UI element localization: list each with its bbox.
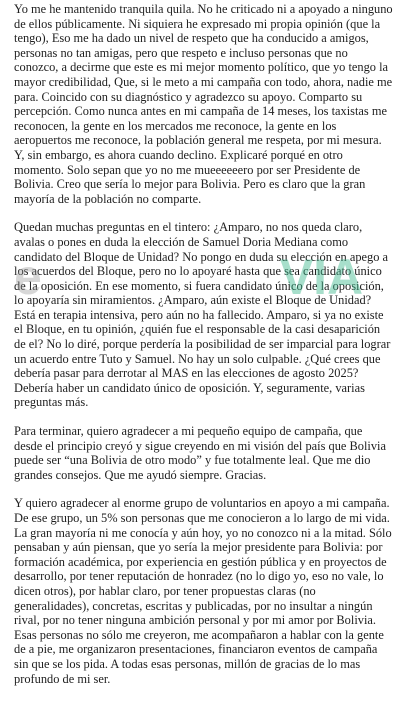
paragraph-4: Y quiero agradecer al enorme grupo de voluntarios en apoyo a mi campaña. De ese grupo, un 5% son personas que me conocieron a lo largo de mi vida. La gran mayoría ni me conocía y aún hoy, yo no conozco ni a la mitad. Sólo pensaban y aún piensan, que yo sería la mejor presidente para Bolivia: por formación académica, por experiencia en gestión pública y en proyectos de desarrollo, por tener reputación de honradez (no lo digo yo, eso no vale, lo dicen otros), por hablar claro, por tener propuestas claras (no generalidades), concretas, escritas y publicadas, por no insultar a ningún rival, por no tener ninguna ambición personal y por mi amor por Bolivia. Esas personas no sólo me creyeron, me acompañaron a hablar con la gente de a pie, me organizaron presentaciones, financiaron eventos de campaña sin que se los pida. A todas esas personas, millón de gracias de lo mas profundo de mi ser. — [14, 496, 392, 686]
paragraph-1: Yo me he mantenido tranquila quila. No he criticado ni a apoyado a ninguno de ellos públicamente. Ni siquiera he expresado mi propia opinión (que la tengo), Eso me ha dado un nivel de respeto que ha conducido a amigos, personas no tan amigas, pero que respeto e incluso personas que no conozco, a decirme que este es mi mejor momento político, que yo tengo la mayor credibilidad, Que, si le meto a mi campaña con todo, ahora, nadie me para. Coincido con su diagnóstico y agradezco su apoyo. Comparto su percepción. Como nunca antes en mi campaña de 14 meses, los taxistas me reconocen, la gente en los mercados me reconoce, la gente en los aeropuertos me reconoce, la población general me respeta, por mi mesura. Y, sin embargo, es ahora cuando declino. Explicaré porqué en otro momento. Solo sepan que yo no me mueeeeeero por ser Presidente de Bolivia. Creo que sería lo mejor para Bolivia. Pero es claro que la gran mayoría de la población no comparte. — [14, 2, 393, 206]
watermark-accent: VIA — [279, 249, 364, 305]
paragraph-3: Para terminar, quiero agradecer a mi pequeño equipo de campaña, que desde el principio creyó y sigue creyendo en mi visión del país que Bolivia puede ser “una Bolivia de otro modo” y fue totalmente leal. Que me dio grandes consejos. Que me ayudó siempre. Gracias. — [14, 424, 386, 482]
watermark-prefix: e — [14, 249, 42, 305]
paragraph-2: Quedan muchas preguntas en el tintero: ¿Amparo, no nos queda claro, avalas o pones en duda la elección de Samuel Doria Mediana como candidato del Bloque de Unidad? No pongo en duda su elección en apego a los acuerdos del Bloque, pero no lo apoyaré hasta que sea candidato único de la oposición. En ese momento, si fuera candidato único de la oposición, lo apoyaría sin miramientos. ¿Amparo, aún existe el Bloque de Unidad? Está en terapia intensiva, pero aún no ha fallecido. Amparo, si ya no existe el Bloque, en tu opinión, ¿quién fue el responsable de la casi desaparición de el? No lo diré, porque perdería la posibilidad de ser imparcial para lograr un acuerdo entre Tuto y Samuel. No hay un solo culpable. ¿Qué crees que debería pasar para derrotar al MAS en las elecciones de agosto 2025? Debería haber un candidato único de oposición. Y, seguramente, varias preguntas más. — [14, 220, 391, 410]
